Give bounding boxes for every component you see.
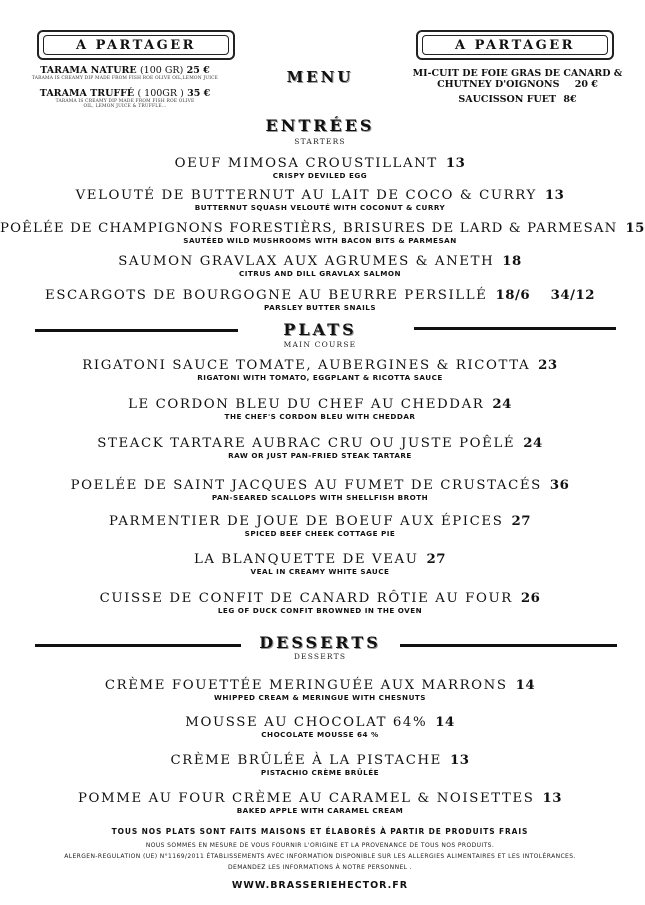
dish-price: 14 — [435, 715, 455, 730]
dish-name: ESCARGOTS DE BOURGOGNE AU BEURRE PERSILLÉ — [45, 288, 488, 303]
right-share-badge-label: A PARTAGER — [455, 38, 575, 53]
list-item — [0, 715, 640, 739]
dish-name: CRÈME FOUETTÉE MERINGUÉE AUX MARRONS — [104, 678, 508, 693]
dish-english: BUTTERNUT SQUASH VELOUTÉ WITH COCONUT & CURRY — [194, 203, 446, 212]
dish-english: THE CHEF'S CORDON BLEU WITH CHEDDAR — [224, 412, 416, 421]
dish-name: MOUSSE AU CHOCOLAT 64% — [185, 715, 428, 730]
list-item — [0, 591, 640, 615]
entrees-subtitle: STARTERS — [294, 137, 346, 146]
dish-english: BAKED APPLE WITH CARAMEL CREAM — [236, 806, 404, 815]
item-name: TARAMA TRUFFÉ — [39, 88, 135, 99]
dish-name: RIGATONI SAUCE TOMATE, AUBERGINES & RICOTTA — [82, 358, 531, 373]
dish-price: 15 — [625, 221, 645, 236]
item-price: 35 € — [187, 88, 211, 99]
dish-price: 18 — [502, 254, 522, 269]
dish-name: POÊLÉE DE CHAMPIGNONS FORESTIÈRS, BRISURES DE LARD & PARMESAN — [0, 221, 618, 236]
item-detail: (100 GR) — [139, 65, 184, 76]
dish-price: 24 — [523, 436, 543, 451]
dish-english: WHIPPED CREAM & MERINGUE WITH CHESNUTS — [213, 693, 426, 702]
website-link[interactable]: WWW.BRASSERIEHECTOR.FR — [231, 880, 409, 891]
dish-name: POELÉE DE SAINT JACQUES AU FUMET DE CRUSTACÉS — [70, 478, 542, 493]
item-name: TARAMA NATURE — [40, 65, 137, 76]
plats-title: PLATS — [283, 320, 357, 339]
dish-price: 14 — [515, 678, 536, 693]
dish-price: 27 — [511, 514, 531, 529]
right-share-badge — [416, 30, 614, 60]
dish-name: OEUF MIMOSA CROUSTILLANT — [174, 156, 438, 171]
desserts-subtitle: DESSERTS — [293, 652, 347, 661]
item-price: 20 € — [574, 79, 598, 90]
plats-subtitle: MAIN COURSE — [283, 340, 357, 349]
dish-english: PARSLEY BUTTER SNAILS — [264, 303, 376, 312]
list-item — [0, 436, 640, 460]
item-price: 8€ — [563, 94, 577, 105]
dish-english: CITRUS AND DILL GRAVLAX SALMON — [238, 269, 402, 278]
dish-name: LA BLANQUETTE DE VEAU — [193, 552, 419, 567]
dish-english: SPICED BEEF CHEEK COTTAGE PIE — [244, 529, 396, 538]
dish-name: CUISSE DE CONFIT DE CANARD RÔTIE AU FOUR — [99, 591, 513, 606]
dish-price: 13 — [544, 188, 565, 203]
dish-price: 18/6 34/12 — [495, 288, 595, 303]
item-price: 25 € — [186, 65, 210, 76]
entrees-title: ENTRÉES — [265, 116, 375, 135]
desserts-title: DESSERTS — [259, 633, 381, 652]
list-item — [0, 156, 640, 180]
item-description: TARAMA IS CREAMY DIP MADE FROM FISH ROE OLIVE OIL,LEMON JUICE — [31, 76, 219, 81]
dish-price: 36 — [549, 478, 570, 493]
item-description: TARAMA IS CREAMY DIP MADE FROM FISH ROE OLIVE OIL, LEMON JUICE & TRUFFLE... — [55, 99, 195, 109]
left-share-badge — [37, 30, 235, 60]
dish-price: 13 — [450, 753, 470, 768]
list-item — [0, 188, 640, 212]
dish-name: LE CORDON BLEU DU CHEF AU CHEDDAR — [128, 397, 485, 412]
dish-english: SAUTÉED WILD MUSHROOMS WITH BACON BITS & PARMESAN — [183, 236, 457, 245]
dish-price: 13 — [445, 156, 466, 171]
right-share-item-2 — [405, 94, 630, 105]
list-item — [0, 478, 640, 502]
dish-name: STEACK TARTARE AUBRAC CRU OU JUSTE POÊLÉ — [97, 436, 516, 451]
dish-english: CRISPY DEVILED EGG — [272, 171, 368, 180]
dish-price: 13 — [542, 791, 563, 806]
dish-english: RIGATONI WITH TOMATO, EGGPLANT & RICOTTA SAUCE — [197, 373, 443, 382]
dish-english: CHOCOLATE MOUSSE 64 % — [261, 730, 379, 739]
list-item — [0, 753, 640, 777]
dish-name: SAUMON GRAVLAX AUX AGRUMES & ANETH — [118, 254, 495, 269]
item-name-line1: MI-CUIT DE FOIE GRAS DE CANARD & — [412, 68, 623, 79]
footer-line-3: DEMANDEZ LES INFORMATIONS À NOTRE PERSONNEL . — [227, 864, 413, 871]
list-item — [0, 514, 640, 538]
menu-title: MENU — [286, 68, 354, 86]
list-item — [0, 254, 640, 278]
left-share-item-2 — [0, 88, 250, 109]
dish-english: RAW OR JUST PAN-FRIED STEAK TARTARE — [228, 451, 412, 460]
left-share-badge-label: A PARTAGER — [76, 38, 196, 53]
item-detail: ( 100GR ) — [137, 88, 184, 99]
right-share-item-1 — [405, 68, 630, 90]
dish-price: 23 — [538, 358, 558, 373]
list-item — [0, 358, 640, 382]
dish-english: PAN-SEARED SCALLOPS WITH SHELLFISH BROTH — [211, 493, 429, 502]
footer-line-1: NOUS SOMMES EN MESURE DE VOUS FOURNIR L'ORIGINE ET LA PROVENANCE DE TOUS NOS PRODUITS. — [145, 842, 495, 849]
dish-price: 24 — [492, 397, 512, 412]
footer-line-2: ALERGEN-REGULATION (UE) N°1169/2011 ÉTABLISSEMENTS AVEC INFORMATION DISPONIBLE SUR LES ALLERGIES ALIMENTAIRES ET LES INTOLÉRANCES. — [64, 853, 576, 860]
item-name: SAUCISSON FUET — [458, 94, 557, 105]
list-item — [0, 678, 640, 702]
list-item — [0, 791, 640, 815]
left-share-item-1 — [0, 65, 250, 81]
list-item — [0, 552, 640, 576]
item-name-line2: CHUTNEY D'OIGNONS — [437, 79, 560, 90]
footer-headline: TOUS NOS PLATS SONT FAITS MAISONS ET ÉLABORÉS À PARTIR DE PRODUITS FRAIS — [111, 826, 529, 836]
dish-english: VEAL IN CREAMY WHITE SAUCE — [250, 567, 390, 576]
dish-name: CRÈME BRÛLÉE À LA PISTACHE — [170, 753, 442, 768]
dish-price: 27 — [426, 552, 447, 567]
dish-name: VELOUTÉ DE BUTTERNUT AU LAIT DE COCO & CURRY — [75, 188, 537, 203]
list-item — [0, 397, 640, 421]
dish-english: PISTACHIO CRÈME BRÛLÉE — [260, 768, 380, 777]
dish-name: POMME AU FOUR CRÈME AU CARAMEL & NOISETTES — [77, 791, 535, 806]
list-item — [0, 288, 640, 312]
dish-name: PARMENTIER DE JOUE DE BOEUF AUX ÉPICES — [109, 514, 504, 529]
list-item — [0, 221, 645, 245]
dish-price: 26 — [520, 591, 541, 606]
dish-english: LEG OF DUCK CONFIT BROWNED IN THE OVEN — [217, 606, 423, 615]
